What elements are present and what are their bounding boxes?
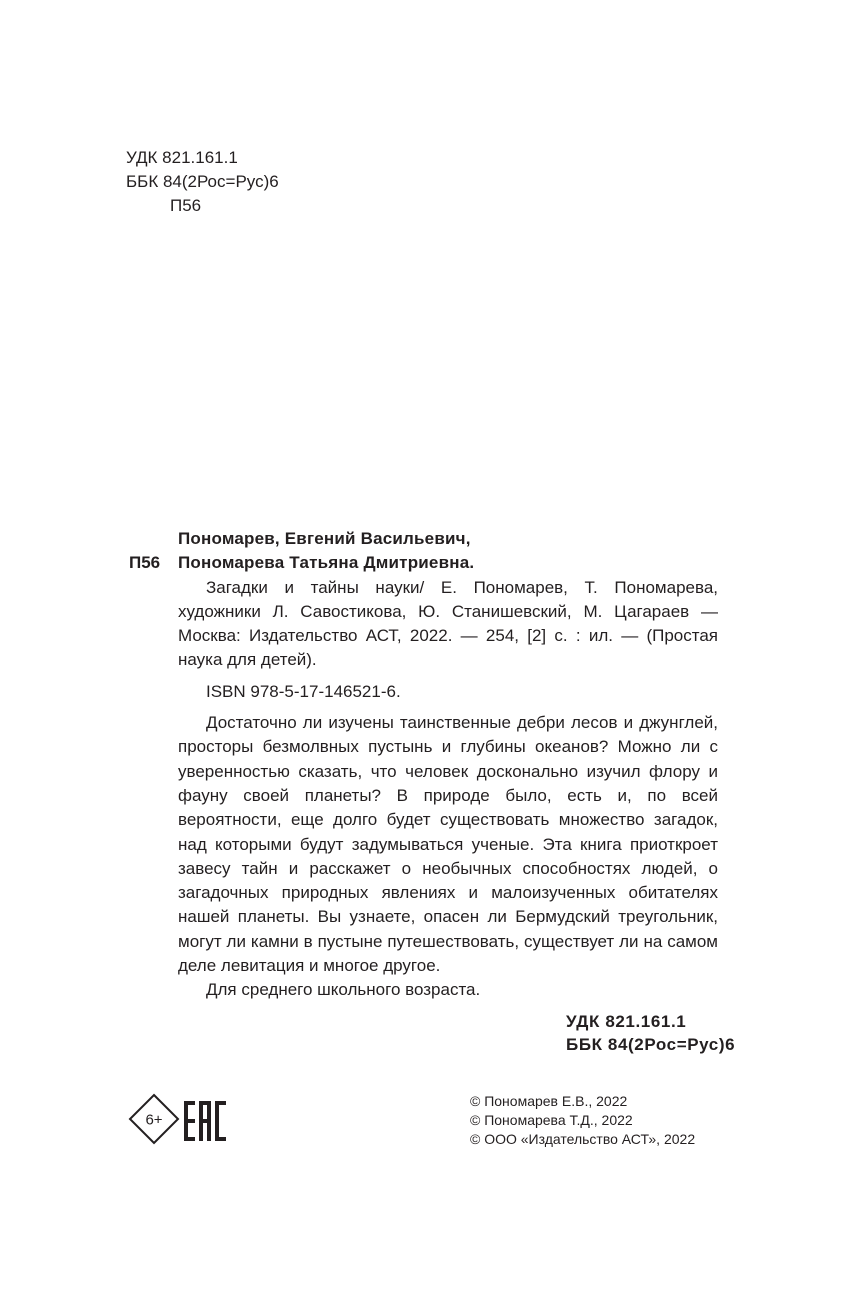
eac-certification-icon bbox=[184, 1101, 226, 1141]
footer-bbk-code: ББК 84(2Рос=Рус)6 bbox=[566, 1035, 736, 1054]
copyright-line: © Пономарева Т.Д., 2022 bbox=[470, 1112, 633, 1128]
bbk-code: ББК 84(2Рос=Рус)6 bbox=[126, 172, 279, 191]
copyright-block bbox=[470, 1092, 695, 1149]
author-line-2: Пономарева Татьяна Дмитриевна. bbox=[178, 553, 475, 573]
udk-code: УДК 821.161.1 bbox=[126, 148, 238, 167]
copyright-line: © ООО «Издательство АСТ», 2022 bbox=[470, 1131, 696, 1147]
copyright-line: © Пономарев Е.В., 2022 bbox=[470, 1093, 628, 1109]
catalog-author-mark: П56 bbox=[129, 553, 161, 572]
bibliographic-description: Загадки и тайны науки/ Е. Пономарев, Т. Пономарева, художники Л. Савостикова, Ю. Станишевский, М. Цагараев — Москва: Издательство АСТ, 2022. — 254, [2] с. : ил. — (Простая наука для детей). bbox=[178, 577, 718, 670]
annotation: Достаточно ли изучены таинственные дебри лесов и джунглей, просторы безмолвных пустынь и глубины океанов? Можно ли с уверенностью сказать, что человек досконально изучил флору и фауну своей планеты? В природе было, есть и, по всей вероятности, еще долго будет существовать множество загадок, над которыми будут задумываться ученые. Эта книга приоткроет завесу тайн и расскажет о необычных способностях людей, о загадочных природных явлениях и малоизученных обитателях нашей планеты. Вы узнаете, опасен ли Бермудский треугольник, могут ли камни в пустыне путешествовать, существует ли на самом деле левитация и многое другое. bbox=[178, 713, 718, 976]
catalog-entry bbox=[178, 527, 718, 1003]
age-rating-icon bbox=[128, 1093, 180, 1145]
header-classification-codes bbox=[126, 146, 279, 218]
author-line-1: Пономарев, Евгений Васильевич, bbox=[178, 529, 471, 548]
author-mark: П56 bbox=[170, 196, 202, 215]
isbn: ISBN 978-5-17-146521-6. bbox=[206, 681, 401, 701]
age-rating-label: 6+ bbox=[145, 1111, 163, 1129]
audience-note: Для среднего школьного возраста. bbox=[206, 980, 481, 1000]
footer-udk-code: УДК 821.161.1 bbox=[566, 1012, 687, 1031]
footer-classification-codes bbox=[566, 1010, 735, 1056]
